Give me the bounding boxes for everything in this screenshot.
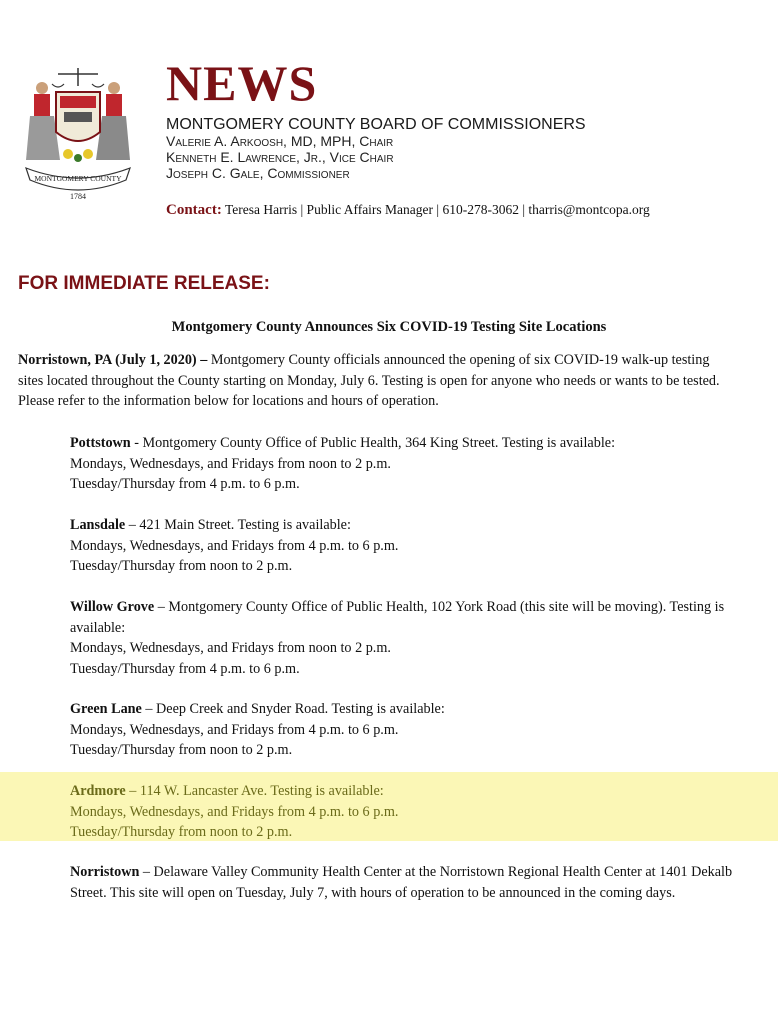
dateline: Norristown, PA (July 1, 2020) –: [18, 352, 208, 368]
site-willow-grove: [70, 597, 738, 679]
officer-commissioner: Joseph C. Gale, Commissioner: [166, 165, 350, 181]
site-hours-tth: Tuesday/Thursday from noon to 2 p.m.: [70, 558, 293, 574]
site-detail: – Montgomery County Office of Public Health, 102 York Road (this site will be moving). Testing is available:: [70, 599, 725, 636]
county-seal-logo: [20, 64, 136, 206]
site-hours-mwf: Mondays, Wednesdays, and Fridays from 4 p.m. to 6 p.m.: [70, 803, 399, 820]
site-lansdale: [70, 515, 738, 577]
site-ardmore: [70, 781, 738, 843]
contact-details: Teresa Harris | Public Affairs Manager | 610-278-3062 | tharris@montcopa.org: [224, 202, 650, 217]
site-detail: – 421 Main Street. Testing is available:: [125, 517, 351, 533]
site-hours-tth: Tuesday/Thursday from 4 p.m. to 6 p.m.: [70, 660, 300, 677]
site-name: Willow Grove: [70, 599, 155, 615]
site-detail: - Montgomery County Office of Public Health, 364 King Street. Testing is available:: [130, 435, 616, 451]
site-pottstown: [70, 433, 738, 495]
release-heading: FOR IMMEDIATE RELEASE:: [18, 273, 270, 294]
site-name: Norristown: [70, 864, 140, 880]
site-hours-tth: Tuesday/Thursday from 4 p.m. to 6 p.m.: [70, 476, 300, 492]
headline: Montgomery County Announces Six COVID-19 Testing Site Locations: [171, 319, 607, 335]
site-hours-mwf: Mondays, Wednesdays, and Fridays from noon to 2 p.m.: [70, 640, 391, 656]
officer-chair: Valerie A. Arkoosh, MD, MPH, Chair: [166, 133, 394, 149]
intro-text: Montgomery County officials announced the opening of six COVID-19 walk-up testing sites located throughout the County starting on Monday, July 6. Testing is open for anyone who needs or wants to be tested. Please refer to the information below for locations and hours of operation.: [18, 352, 720, 409]
news-heading: NEWS: [166, 55, 318, 111]
seal-text: MONTGOMERY COUNTY: [34, 174, 122, 183]
site-hours-tth: Tuesday/Thursday from noon to 2 p.m.: [70, 742, 293, 758]
site-detail: – Delaware Valley Community Health Center at the Norristown Regional Health Center at 1401 Dekalb Street. This site will open on Tuesday, July 7, with hours of operation to be announced in the coming days.: [70, 864, 733, 901]
site-detail: – Deep Creek and Snyder Road. Testing is available:: [141, 701, 445, 717]
site-hours-mwf: Mondays, Wednesdays, and Fridays from 4 p.m. to 6 p.m.: [70, 537, 399, 554]
seal-year: 1784: [70, 192, 86, 201]
intro-paragraph: [18, 350, 738, 412]
site-name: Pottstown: [70, 435, 131, 451]
officer-vice-chair: Kenneth E. Lawrence, Jr., Vice Chair: [166, 149, 394, 165]
site-green-lane: [70, 699, 738, 761]
site-norristown: [70, 862, 738, 903]
site-detail: – 114 W. Lancaster Ave. Testing is available:: [125, 783, 384, 799]
site-name: Lansdale: [70, 517, 126, 533]
site-hours-tth: Tuesday/Thursday from noon to 2 p.m.: [70, 824, 293, 840]
contact-label: Contact:: [166, 202, 222, 218]
site-hours-mwf: Mondays, Wednesdays, and Fridays from 4 p.m. to 6 p.m.: [70, 721, 399, 738]
site-name: Green Lane: [70, 701, 142, 717]
site-name: Ardmore: [70, 783, 126, 799]
board-title: MONTGOMERY COUNTY BOARD OF COMMISSIONERS: [166, 116, 586, 133]
contact-line: [166, 202, 650, 219]
site-hours-mwf: Mondays, Wednesdays, and Fridays from noon to 2 p.m.: [70, 455, 391, 472]
